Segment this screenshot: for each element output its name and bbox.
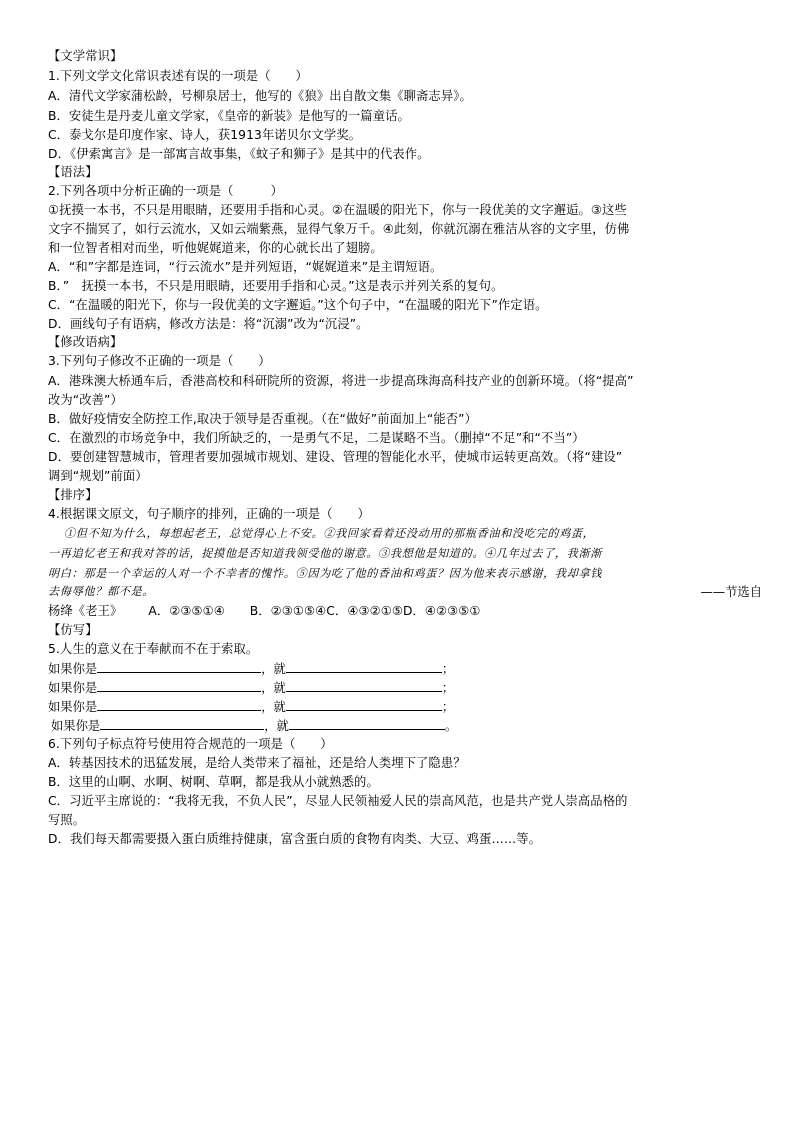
imitation-blank-then[interactable] <box>286 678 442 692</box>
imitation-blank-if[interactable] <box>100 716 264 730</box>
question-6-option-c: C．习近平主席说的：“我将无我，不负人民”，尽显人民领袖爱人民的崇高风范，也是共产党人崇高品格的 <box>48 794 628 808</box>
question-2-passage-line: 和一位智者相对而坐，听他娓娓道来，你的心就长出了翅膀。 <box>48 241 383 255</box>
question-4-passage-line: ①但不知为什么，每想起老王，总觉得心上不安。②我回家看着还没动用的那瓶香油和没吃完的鸡蛋， <box>64 527 595 540</box>
question-4-passage-line: 去侮辱他？都不是。 <box>48 585 155 598</box>
question-4-stem: 4.根据课文原文，句子顺序的排列，正确的一项是（ ） <box>48 507 370 521</box>
imitation-blank-if[interactable] <box>97 659 261 673</box>
question-6-option-a: A．转基因技术的迅猛发展，是给人类带来了福祉，还是给人类埋下了隐患？ <box>48 756 466 770</box>
question-1-option-a: A．清代文学家蒲松龄，号柳泉居士，他写的《狼》出自散文集《聊斋志异》。 <box>48 89 472 103</box>
imitation-blank-then[interactable] <box>289 716 445 730</box>
section-header-imitation: 【仿写】 <box>48 623 98 637</box>
question-4-source-and-options <box>48 602 481 620</box>
question-4-passage-line: 明白：那是一个幸运的人对一个不幸者的愧怍。⑤因为吃了他的香油和鸡蛋？因为他来表示感谢，我却拿钱 <box>48 567 603 580</box>
section-header-sentence-correction: 【修改语病】 <box>48 335 123 349</box>
question-1-option-d: D．《伊索寓言》是一部寓言故事集，《蚊子和狮子》是其中的代表作。 <box>48 147 430 161</box>
question-5-stem: 5.人生的意义在于奉献而不在于索取。 <box>48 642 259 656</box>
imitation-row: 如果你是 ，就 。 <box>51 716 457 735</box>
imitation-blank-if[interactable] <box>97 678 261 692</box>
question-2-option-a: A．“和”字都是连词，“行云流水”是并列短语，“娓娓道来”是主谓短语。 <box>48 260 443 274</box>
question-3-option-a-cont: 改为“改善”） <box>48 393 123 407</box>
question-1-stem: 1.下列文学文化常识表述有误的一项是（ ） <box>48 69 308 83</box>
question-4-source-prefix: ——节选自 <box>700 585 762 599</box>
imitation-row: 如果你是 ，就 ； <box>48 678 454 697</box>
question-4-options: A．②③⑤①④ B．②③①⑤④C．④③②①⑤D．④②③⑤① <box>148 604 481 618</box>
question-6-option-d: D．我们每天都需要摄入蛋白质维持健康，富含蛋白质的食物有肉类、大豆、鸡蛋……等。 <box>48 832 542 846</box>
question-1-option-b: B．安徒生是丹麦儿童文学家，《皇帝的新装》是他写的一篇童话。 <box>48 109 410 123</box>
imitation-blank-then[interactable] <box>286 659 442 673</box>
question-2-stem: 2.下列各项中分析正确的一项是（ ） <box>48 184 284 198</box>
question-6-option-c-cont: 写照。 <box>48 813 86 827</box>
question-2-passage-line: ①抚摸一本书，不只是用眼睛，还要用手指和心灵。②在温暖的阳光下，你与一段优美的文字邂逅。③这些 <box>48 203 627 217</box>
imitation-row: 如果你是 ，就 ； <box>48 697 454 716</box>
section-header-grammar: 【语法】 <box>48 165 98 179</box>
question-3-stem: 3.下列句子修改不正确的一项是（ ） <box>48 354 271 368</box>
question-4-passage-line: 一再追忆老王和我对答的话，捉摸他是否知道我领受他的谢意。③我想他是知道的。④几年过去了，我渐渐 <box>48 547 603 560</box>
question-2-option-d: D．画线句子有语病，修改方法是：将“沉溺”改为“沉浸”。 <box>48 317 369 331</box>
question-3-option-d-cont: 调到“规划”前面） <box>48 469 148 483</box>
question-6-stem: 6.下列句子标点符号使用符合规范的一项是（ ） <box>48 737 333 751</box>
question-2-option-c: C．“在温暖的阳光下，你与一段优美的文字邂逅。”这个句子中，“在温暖的阳光下”作定语。 <box>48 298 548 312</box>
imitation-blank-if[interactable] <box>97 697 261 711</box>
question-1-option-c: C．泰戈尔是印度作家、诗人，获1913年诺贝尔文学奖。 <box>48 128 362 142</box>
question-3-option-c: C．在激烈的市场竞争中，我们所缺乏的，一是勇气不足，二是谋略不当。（删掉“不足”和“不当”） <box>48 431 585 445</box>
section-header-ordering: 【排序】 <box>48 488 98 502</box>
question-2-passage-line: 文字不揣冥了，如行云流水，又如云端紫燕，显得气象万千。④此刻，你就沉溺在雅洁从容的文字里，仿佛 <box>48 222 630 236</box>
question-3-option-a: A．港珠澳大桥通车后，香港高校和科研院所的资源，将进一步提高珠海高科技产业的创新环境。（将“提高” <box>48 374 634 388</box>
question-3-option-d: D．要创建智慧城市，管理者要加强城市规划、建设、管理的智能化水平，使城市运转更高效。（将“建设” <box>48 450 623 464</box>
section-header-literature: 【文学常识】 <box>48 49 123 63</box>
imitation-row: 如果你是 ，就 ； <box>48 659 454 678</box>
question-3-option-b: B．做好疫情安全防控工作,取决于领导是否重视。（在“做好”前面加上“能否”） <box>48 412 477 426</box>
imitation-blank-then[interactable] <box>286 697 442 711</box>
question-2-option-b: B．” 抚摸一本书，不只是用眼睛，还要用手指和心灵。”这是表示并列关系的复句。 <box>48 279 504 293</box>
question-4-source: 杨绛《老王》 <box>48 604 123 618</box>
question-6-option-b: B．这里的山啊、水啊、树啊、草啊，都是我从小就熟悉的。 <box>48 775 379 789</box>
